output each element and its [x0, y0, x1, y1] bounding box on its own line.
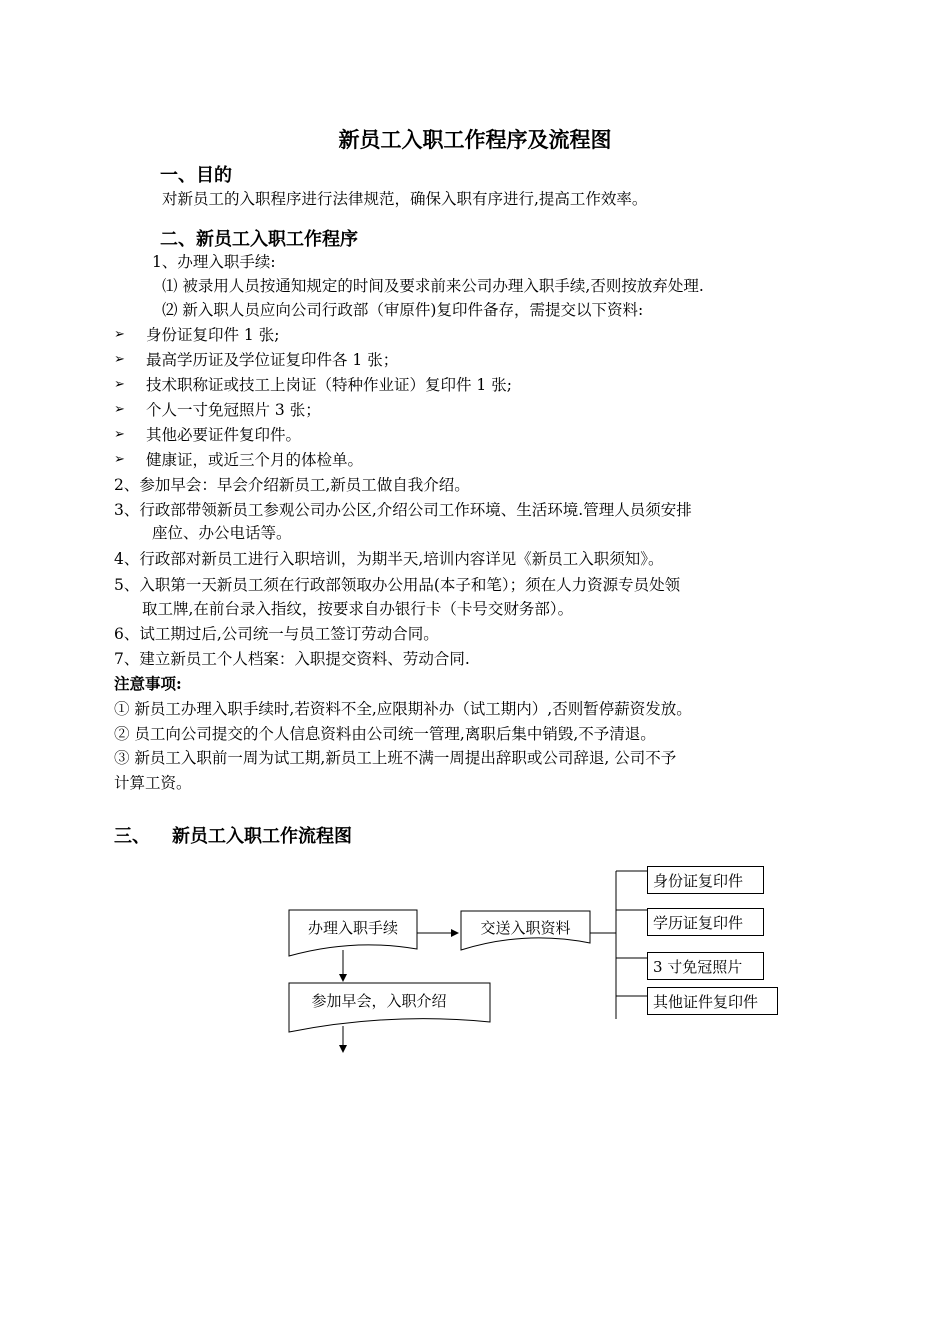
- note-item-1: ① 新员工办理入职手续时,若资料不全,应限期补办（试工期内）,否则暂停薪资发放。: [114, 700, 692, 718]
- step1-sub2: ⑵ 新入职人员应向公司行政部（审原件)复印件备存，需提交以下资料:: [162, 301, 644, 319]
- bullet-arrow-icon: ➢: [114, 402, 125, 417]
- bullet-arrow-icon: ➢: [114, 352, 125, 367]
- bullet-arrow-icon: ➢: [114, 452, 125, 467]
- step2-text: 2、参加早会：早会介绍新员工,新员工做自我介绍。: [114, 476, 470, 494]
- doc-box-other: 其他证件复印件: [647, 987, 778, 1015]
- note-item-3-line2: 计算工资。: [114, 774, 192, 792]
- page-title: 新员工入职工作程序及流程图: [338, 127, 612, 152]
- doc-box-diploma: 学历证复印件: [647, 908, 764, 936]
- step5-text-line2: 取工牌,在前台录入指纹，按要求自办银行卡（卡号交财务部）。: [142, 600, 574, 618]
- doc-box-id-card: 身份证复印件: [647, 866, 764, 894]
- section2-heading: 二、新员工入职工作程序: [160, 229, 358, 250]
- section3-number: 三、: [114, 826, 150, 847]
- bullet-arrow-icon: ➢: [114, 377, 125, 392]
- note-item-3-line1: ③ 新员工入职前一周为试工期,新员工上班不满一周提出辞职或公司辞退, 公司不予: [114, 749, 677, 767]
- step7-text: 7、建立新员工个人档案：入职提交资料、劳动合同.: [114, 650, 470, 668]
- notes-heading: 注意事项:: [114, 674, 182, 693]
- node-submit-label: 交送入职资料: [480, 919, 571, 937]
- step4-text: 4、行政部对新员工进行入职培训，为期半天,培训内容详见《新员工入职须知》。: [114, 550, 664, 568]
- step3-text-line1: 3、行政部带领新员工参观公司办公区,介绍公司工作环境、生活环境.管理人员须安排: [114, 501, 692, 519]
- node-handle-label: 办理入职手续: [307, 919, 398, 937]
- doc-box-photo: 3 寸免冠照片: [647, 952, 764, 980]
- step1-text: 1、办理入职手续:: [152, 253, 276, 271]
- section3-heading: 新员工入职工作流程图: [172, 826, 352, 847]
- note-item-2: ② 员工向公司提交的个人信息资料由公司统一管理,离职后集中销毁,不予清退。: [114, 725, 656, 743]
- step3-text-line2: 座位、办公电话等。: [152, 524, 292, 542]
- node-meeting-label: 参加早会，入职介绍: [311, 992, 447, 1010]
- bullet-arrow-icon: ➢: [114, 327, 125, 342]
- section1-heading: 一、目的: [160, 165, 232, 186]
- step5-text-line1: 5、入职第一天新员工须在行政部领取办公用品(本子和笔）；须在人力资源专员处领: [114, 576, 681, 594]
- bullet-arrow-icon: ➢: [114, 427, 125, 442]
- step6-text: 6、试工期过后,公司统一与员工签订劳动合同。: [114, 625, 439, 643]
- step1-sub1: ⑴ 被录用人员按通知规定的时间及要求前来公司办理入职手续,否则按放弃处理.: [162, 277, 704, 295]
- section1-text: 对新员工的入职程序进行法律规范，确保入职有序进行,提高工作效率。: [162, 190, 648, 208]
